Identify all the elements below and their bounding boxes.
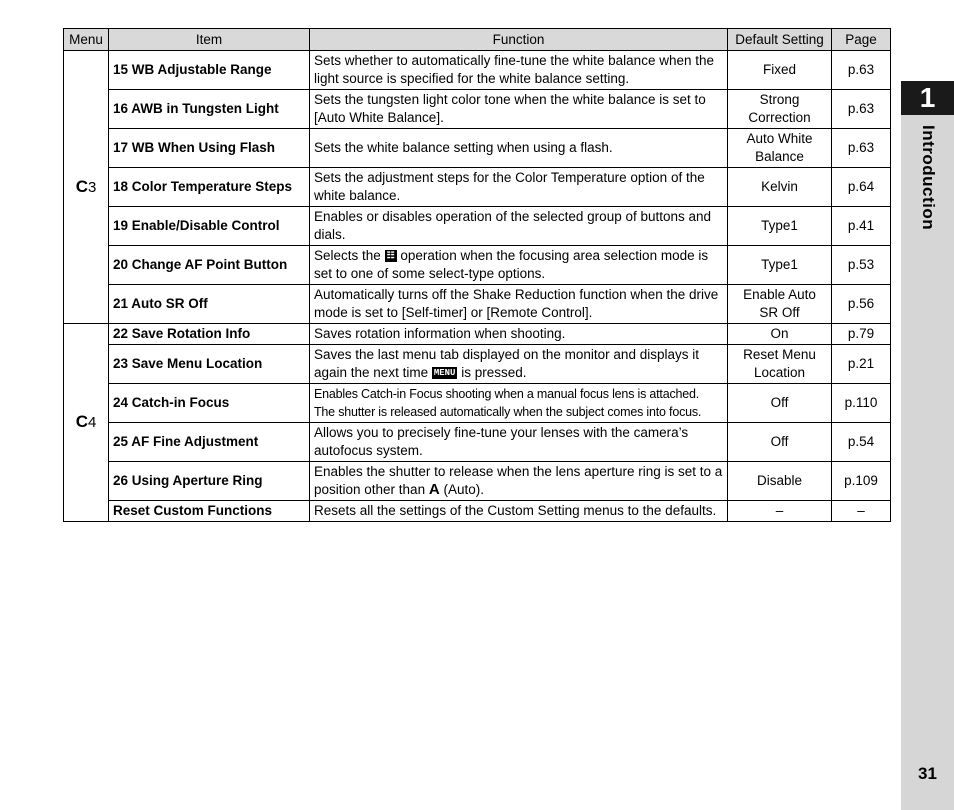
- table-row: [64, 324, 891, 345]
- page-number: 31: [918, 764, 937, 783]
- table-row: [64, 285, 891, 324]
- function-text-pre: Enables the shutter to release when the lens aperture ring is set to a position other than: [314, 464, 723, 497]
- default-cell: Auto White Balance: [728, 129, 832, 168]
- function-cell: Resets all the settings of the Custom Setting menus to the defaults.: [310, 501, 728, 522]
- page-cell: p.63: [832, 90, 891, 129]
- item-cell: 26 Using Aperture Ring: [109, 462, 310, 501]
- default-cell: –: [728, 501, 832, 522]
- table-row: [64, 129, 891, 168]
- header-item: Item: [109, 29, 310, 51]
- item-cell: Reset Custom Functions: [109, 501, 310, 522]
- function-text-pre: Selects the: [314, 248, 381, 263]
- function-cell: Saves rotation information when shooting.: [310, 324, 728, 345]
- item-cell: 20 Change AF Point Button: [109, 246, 310, 285]
- page-cell: p.63: [832, 51, 891, 90]
- item-cell: 17 WB When Using Flash: [109, 129, 310, 168]
- item-cell: 19 Enable/Disable Control: [109, 207, 310, 246]
- header-page: Page: [832, 29, 891, 51]
- header-menu: Menu: [64, 29, 109, 51]
- menu-group-c3: [64, 51, 109, 324]
- item-cell: 22 Save Rotation Info: [109, 324, 310, 345]
- table-row: [64, 90, 891, 129]
- page-cell: p.109: [832, 462, 891, 501]
- page-cell: p.41: [832, 207, 891, 246]
- custom-menu-icon: C: [75, 176, 88, 196]
- table-row: [64, 168, 891, 207]
- item-cell: 24 Catch-in Focus: [109, 384, 310, 423]
- page-cell: p.53: [832, 246, 891, 285]
- page-cell: p.54: [832, 423, 891, 462]
- default-cell: On: [728, 324, 832, 345]
- table-row: [64, 246, 891, 285]
- function-text-post: is pressed.: [461, 365, 527, 380]
- function-text-post: (Auto).: [443, 482, 484, 497]
- table-row: [64, 423, 891, 462]
- item-cell: 18 Color Temperature Steps: [109, 168, 310, 207]
- custom-menu-icon: C: [75, 412, 88, 431]
- function-cell: Sets whether to automatically fine-tune the white balance when the light source is specified for the white balance setting.: [310, 51, 728, 90]
- default-cell: Disable: [728, 462, 832, 501]
- default-cell: Strong Correction: [728, 90, 832, 129]
- function-cell: Enables Catch-in Focus shooting when a manual focus lens is attached. The shutter is released automatically when the subject comes into focus.: [310, 384, 728, 423]
- menu-button-icon: MENU: [433, 368, 456, 379]
- header-default-setting: Default Setting: [728, 29, 832, 51]
- function-cell: Allows you to precisely fine-tune your lenses with the camera’s autofocus system.: [310, 423, 728, 462]
- default-cell: Fixed: [728, 51, 832, 90]
- item-cell: 23 Save Menu Location: [109, 345, 310, 384]
- item-cell: 16 AWB in Tungsten Light: [109, 90, 310, 129]
- menu-group-number: 3: [87, 178, 97, 196]
- table-row: [64, 501, 891, 522]
- header-function: Function: [310, 29, 728, 51]
- item-cell: 21 Auto SR Off: [109, 285, 310, 324]
- table-row: [64, 207, 891, 246]
- af-point-selection-icon: ☷: [386, 251, 395, 262]
- custom-functions-table: [63, 28, 891, 522]
- item-cell: 25 AF Fine Adjustment: [109, 423, 310, 462]
- page-cell: p.110: [832, 384, 891, 423]
- table-row: [64, 345, 891, 384]
- chapter-number: 1: [901, 81, 954, 115]
- page-cell: p.79: [832, 324, 891, 345]
- page-cell: p.21: [832, 345, 891, 384]
- default-cell: Kelvin: [728, 168, 832, 207]
- default-cell: Enable Auto SR Off: [728, 285, 832, 324]
- page-cell: –: [832, 501, 891, 522]
- function-cell: Sets the adjustment steps for the Color Temperature option of the white balance.: [310, 168, 728, 207]
- table-row: [64, 462, 891, 501]
- auto-aperture-icon: A: [428, 481, 440, 498]
- default-cell: Type1: [728, 246, 832, 285]
- function-text-pre: Saves the last menu tab displayed on the monitor and displays it again the next time: [314, 347, 699, 380]
- function-cell: [310, 246, 728, 285]
- item-cell: 15 WB Adjustable Range: [109, 51, 310, 90]
- menu-group-c4: [64, 324, 109, 522]
- default-cell: Reset Menu Location: [728, 345, 832, 384]
- function-cell: Automatically turns off the Shake Reduction function when the drive mode is set to [Self-timer] or [Remote Control].: [310, 285, 728, 324]
- default-cell: Off: [728, 423, 832, 462]
- default-cell: Off: [728, 384, 832, 423]
- default-cell: Type1: [728, 207, 832, 246]
- table-row: [64, 51, 891, 90]
- page-cell: p.56: [832, 285, 891, 324]
- table-row: [64, 384, 891, 423]
- function-cell: [310, 345, 728, 384]
- chapter-title: Introduction: [919, 125, 938, 231]
- page-cell: p.63: [832, 129, 891, 168]
- function-cell: Sets the white balance setting when using a flash.: [310, 129, 728, 168]
- page-cell: p.64: [832, 168, 891, 207]
- table-header-row: [64, 29, 891, 51]
- chapter-side-tab: [901, 81, 954, 810]
- function-text-post: operation when the focusing area selection mode is set to one of some select-type options.: [314, 248, 709, 281]
- function-cell: [310, 462, 728, 501]
- menu-group-number: 4: [87, 414, 97, 431]
- function-cell: Sets the tungsten light color tone when the white balance is set to [Auto White Balance].: [310, 90, 728, 129]
- function-cell: Enables or disables operation of the selected group of buttons and dials.: [310, 207, 728, 246]
